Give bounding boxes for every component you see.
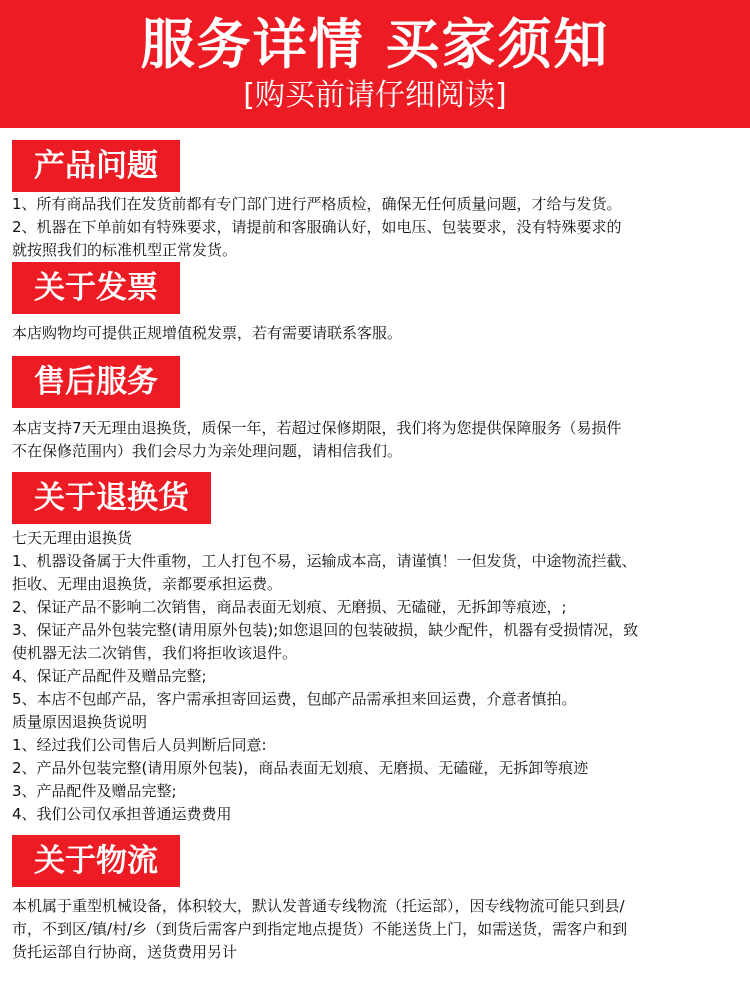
page-subtitle: [购买前请仔细阅读]: [243, 78, 507, 113]
text-line: 1、经过我们公司售后人员判断后同意:: [12, 736, 267, 754]
section-heading-returns: 关于退换货: [12, 472, 211, 524]
section-heading-invoice: 关于发票: [12, 262, 180, 314]
text-line: 4、保证产品配件及赠品完整;: [12, 667, 207, 685]
text-line: 1、机器设备属于大件重物，工人打包不易，运输成本高，请谨慎！一但发货，中途物流拦截、: [12, 552, 637, 570]
section-body-returns: [12, 527, 740, 826]
text-line: 货托运部自行协商，送货费用另计: [12, 943, 238, 961]
section-heading-logistics: 关于物流: [12, 835, 180, 887]
text-line: 2、保证产品不影响二次销售，商品表面无划痕、无磨损、无磕碰，无拆卸等痕迹，;: [12, 598, 567, 616]
text-line: 市，不到区/镇/村/乡（到货后需客户到指定地点提货）不能送货上门，如需送货，需客户和到: [12, 920, 628, 938]
section-heading-after-sales: 售后服务: [12, 356, 180, 408]
text-line: 3、产品配件及赠品完整;: [12, 782, 177, 800]
text-line: 本店支持7天无理由退换货，质保一年，若超过保修期限，我们将为您提供保障服务（易损件: [12, 419, 622, 437]
text-line: 就按照我们的标准机型正常发货。: [12, 241, 238, 259]
section-heading-product-issues: 产品问题: [12, 140, 180, 192]
header-banner: [0, 0, 750, 128]
text-line: 2、产品外包装完整(请用原外包装)，商品表面无划痕、无磨损、无磕碰，无拆卸等痕迹: [12, 759, 589, 777]
text-line: 使机器无法二次销售，我们将拒收该退件。: [12, 644, 298, 662]
section-body-after-sales: [12, 417, 740, 463]
section-body-invoice: [12, 322, 740, 345]
text-line: 4、我们公司仅承担普通运费费用: [12, 805, 232, 823]
section-body-logistics: [12, 895, 740, 964]
text-line: 质量原因退换货说明: [12, 713, 148, 731]
text-line: 3、保证产品外包装完整(请用原外包装);如您退回的包装破损，缺少配件，机器有受损情况，致: [12, 621, 639, 639]
text-line: 本店购物均可提供正规增值税发票，若有需要请联系客服。: [12, 324, 403, 342]
section-body-product-issues: [12, 193, 740, 262]
text-line: 1、所有商品我们在发货前都有专门部门进行严格质检，确保无任何质量问题，才给与发货。: [12, 195, 622, 213]
page-title: 服务详情 买家须知: [140, 13, 610, 76]
text-line: 5、本店不包邮产品，客户需承担寄回运费，包邮产品需承担来回运费，介意者慎拍。: [12, 690, 577, 708]
text-line: 拒收、无理由退换货，亲都要承担运费。: [12, 575, 283, 593]
text-line: 2、机器在下单前如有特殊要求，请提前和客服确认好，如电压、包装要求，没有特殊要求的: [12, 218, 622, 236]
text-line: 七天无理由退换货: [12, 529, 133, 547]
text-line: 不在保修范围内）我们会尽力为亲处理问题，请相信我们。: [12, 442, 403, 460]
text-line: 本机属于重型机械设备，体积较大，默认发普通专线物流（托运部），因专线物流可能只到县/: [12, 897, 625, 915]
